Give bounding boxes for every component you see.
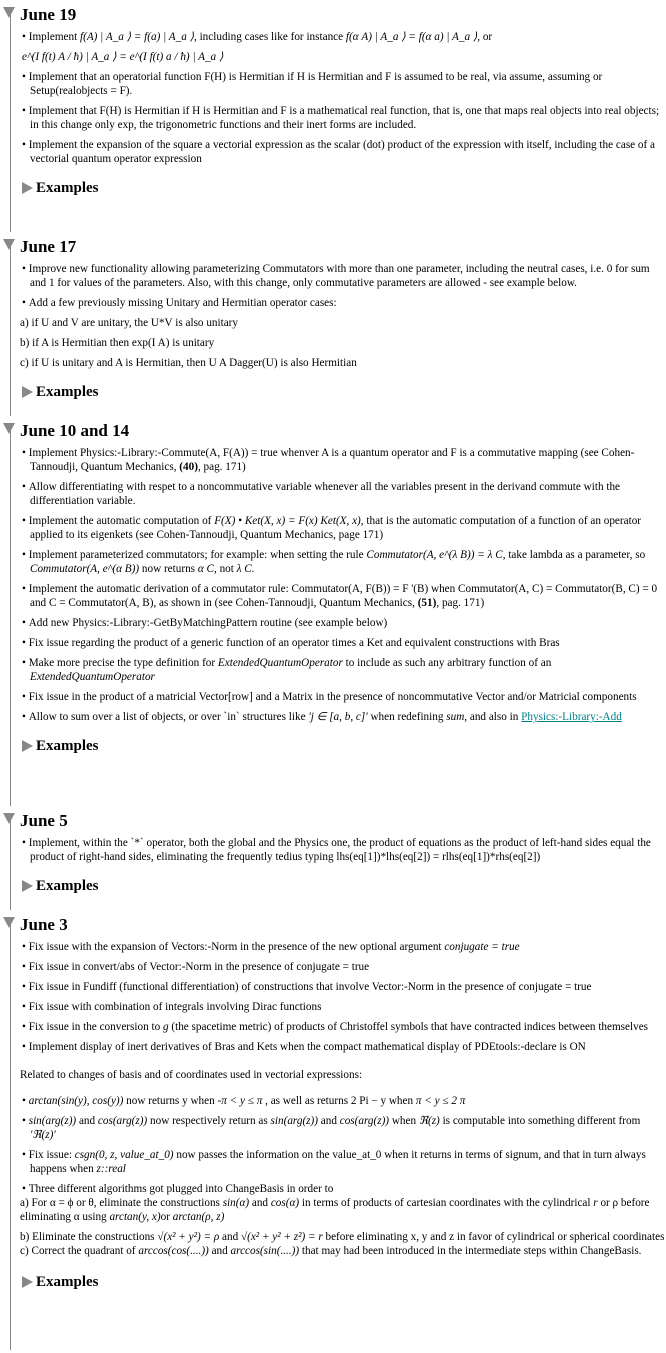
bullet-item: • Implement that F(H) is Hermitian if H is Hermitian and F is a mathematical real function, that is, one that maps real objects into real objects; in this change only exp, the trigonometric functions and their inert forms are included. [20, 104, 666, 132]
bullet-item: • arctan(sin(y), cos(y)) now returns y when -π < y ≤ π , as well as returns 2 Pi − y when π < y ≤ 2 π [20, 1094, 666, 1108]
collapse-triangle-icon[interactable] [3, 239, 15, 250]
bullet-item: • Add new Physics:-Library:-GetByMatchingPattern routine (see example below) [20, 616, 666, 630]
bullet-item: • Implement display of inert derivatives of Bras and Kets when the compact mathematical display of PDEtools:-declare is ON [20, 1040, 666, 1054]
section-june-5 [0, 806, 666, 910]
bullet-item: • Three different algorithms got plugged into ChangeBasis in order to [20, 1182, 666, 1196]
examples-toggle[interactable]: Examples [20, 1272, 666, 1292]
expand-triangle-icon [22, 740, 33, 752]
bullet-item: • Allow differentiating with respet to a noncommutative variable whenever all the variables present in the derivand commute with the differentiation variable. [20, 480, 666, 508]
section-bracket [10, 246, 11, 416]
bullet-item: • Fix issue in the conversion to g (the spacetime metric) of products of Christoffel symbols that have contracted indices between themselves [20, 1020, 666, 1034]
collapse-triangle-icon[interactable] [3, 813, 15, 824]
expand-triangle-icon [22, 880, 33, 892]
bullet-item: • Allow to sum over a list of objects, or over `in` structures like 'j ∈ [a, b, c]' when redefining sum, and also in Physics:-Library:-Add [20, 710, 666, 724]
section-june-19 [0, 0, 666, 232]
bullet-item: • Fix issue with the expansion of Vectors:-Norm in the presence of the new optional argument conjugate = true [20, 940, 666, 954]
section-title: June 5 [20, 811, 68, 830]
bullet-item: • Implement the automatic computation of F(X) • Ket(X, x) = F(x) Ket(X, x), that is the automatic computation of a function of an operator applied to its eigenkets (see Cohen-Tannoudji, Quantum Mechanics, page 171) [20, 514, 666, 542]
section-june-10-14 [0, 416, 666, 806]
collapse-triangle-icon[interactable] [3, 917, 15, 928]
sub-item: b) Eliminate the constructions √(x² + y²) = ρ and √(x² + y² + z²) = r before eliminating x, y and z in favor of cylindrical or spherical coordinates [20, 1231, 665, 1243]
bullet-item: • Implement that an operatorial function F(H) is Hermitian if H is Hermitian and F is assumed to be real, via assume, assuming or Setup(realobjects = F). [20, 70, 666, 98]
bullet-item: • Fix issue with combination of integrals involving Dirac functions [20, 1000, 666, 1014]
sub-item: a) if U and V are unitary, the U*V is also unitary [20, 317, 239, 329]
examples-toggle[interactable]: Examples [20, 876, 666, 896]
section-bracket [10, 820, 11, 910]
bullet-item: • Implement the expansion of the square a vectorial expression as the scalar (dot) product of the expression with itself, including the case of a vectorial quantum operator expression [20, 138, 666, 166]
section-june-17 [0, 232, 666, 416]
library-add-link[interactable]: Physics:-Library:-Add [521, 711, 622, 723]
expand-triangle-icon [22, 1276, 33, 1288]
paragraph: Related to changes of basis and of coordinates used in vectorial expressions: [20, 1069, 363, 1081]
expand-triangle-icon [22, 182, 33, 194]
section-june-3 [0, 910, 666, 1350]
bullet-item: • Fix issue in Fundiff (functional differentiation) of constructions that involve Vector:-Norm in the presence of conjugate = true [20, 980, 666, 994]
bullet-item: • Fix issue regarding the product of a generic function of an operator times a Ket and equivalent constructions with Bras [20, 636, 666, 650]
sub-item: c) if U is unitary and A is Hermitian, then U A Dagger(U) is also Hermitian [20, 357, 357, 369]
sub-item: c) Correct the quadrant of arccos(cos(....)) and arccos(sin(....)) that may had been introduced in the intermediate steps within ChangeBasis. [20, 1245, 642, 1257]
collapse-triangle-icon[interactable] [3, 423, 15, 434]
bullet-item: • Add a few previously missing Unitary and Hermitian operator cases: [20, 296, 666, 310]
bullet-item: • Implement Physics:-Library:-Commute(A, F(A)) = true whenver A is a quantum operator and F is a commutative mapping (see Cohen-Tannoudji, Quantum Mechanics, (40), pag. 171) [20, 446, 666, 474]
examples-toggle[interactable]: Examples [20, 736, 666, 756]
section-title: June 3 [20, 915, 68, 934]
bullet-item: • Make more precise the type definition for ExtendedQuantumOperator to include as such any arbitrary function of an ExtendedQuantumOperator [20, 656, 666, 684]
expand-triangle-icon [22, 386, 33, 398]
sub-item: a) For α = ϕ or θ, eliminate the constructions sin(α) and cos(α) in terms of products of cartesian coordinates with the cylindrical r or ρ before eliminating α using arctan(y, x)or arctan(ρ, z) [20, 1197, 650, 1223]
bullet-item: • Fix issue in convert/abs of Vector:-Norm in the presence of conjugate = true [20, 960, 666, 974]
bullet-item: • Implement parameterized commutators; for example: when setting the rule Commutator(A, e^(λ B)) = λ C, take lambda as a parameter, so Commutator(A, e^(α B)) now returns α C, not λ C. [20, 548, 666, 576]
section-bracket [10, 430, 11, 806]
bullet-item: • Improve new functionality allowing parameterizing Commutators with more than one parameter, including the neutral cases, i.e. 0 for sum and 1 for values of the parameters. Also, with this change, only commutative parameters are allowed - see example below. [20, 262, 666, 290]
section-title: June 19 [20, 5, 77, 24]
bullet-item: • sin(arg(z)) and cos(arg(z)) now respectively return as sin(arg(z)) and cos(arg(z)) when ℜ(z) is computable into something different from 'ℜ(z)' [20, 1114, 666, 1142]
bullet-item: • Implement the automatic derivation of a commutator rule: Commutator(A, F(B)) = F '(B) when Commutator(A, C) = Commutator(B, C) = 0 and C = Commutator(A, B), as shown in (see Cohen-Tannoudji, Quantum Mechanics, (51), pag. 171) [20, 582, 666, 610]
section-title: June 17 [20, 237, 77, 256]
bullet-item: • Implement f(A) | A_a ⟩ = f(a) | A_a ⟩, including cases like for instance f(α A) | A_a ⟩ = f(α a) | A_a ⟩, or e^(I f(t) A / ħ) | A_a ⟩ = e^(I f(t) a / ħ) | A_a ⟩ [20, 30, 666, 64]
bullet-item: • Fix issue: csgn(0, z, value_at_0) now passes the information on the value_at_0 when it returns in terms of signum, and that in turn always happens when z::real [20, 1148, 666, 1176]
section-bracket [10, 924, 11, 1350]
section-title: June 10 and 14 [20, 421, 130, 440]
examples-toggle[interactable]: Examples [20, 178, 666, 198]
bullet-item: • Implement, within the `*` operator, both the global and the Physics one, the product of equations as the product of left-hand sides equal the product of right-hand sides, eliminating the frequently tedius typing lhs(eq[1])*lhs(eq[2]) = rlhs(eq[1])*rhs(eq[2]) [20, 836, 666, 864]
examples-toggle[interactable]: Examples [20, 382, 666, 402]
section-bracket [10, 14, 11, 232]
collapse-triangle-icon[interactable] [3, 7, 15, 18]
bullet-item: • Fix issue in the product of a matricial Vector[row] and a Matrix in the presence of noncommutative Vector and/or Matricial components [20, 690, 666, 704]
sub-item: b) if A is Hermitian then exp(I A) is unitary [20, 337, 215, 349]
